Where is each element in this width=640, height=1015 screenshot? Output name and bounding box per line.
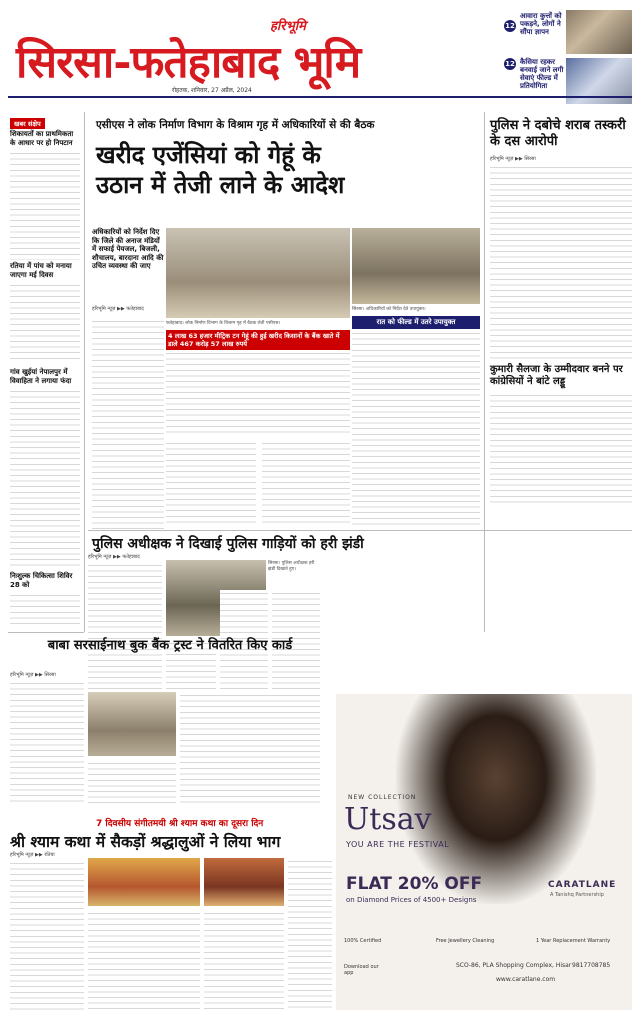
brief-2-headline: रतिया में पांच को मनाया जाएगा मई दिवस (10, 262, 72, 279)
shyam-body-4 (288, 858, 332, 1010)
shyam-byline: हरिभूमि न्यूज़ ▶▶ रतिया (10, 852, 55, 858)
lead-headline-2: उठान में तेजी लाने के आदेश (96, 170, 345, 199)
lead-photo (166, 228, 350, 318)
shyam-body-2 (88, 910, 200, 1010)
lead-kicker: एसीएस ने लोक निर्माण विभाग के विश्राम गृह में अधिकारियों से की बैठक (96, 119, 375, 131)
column-divider-right (484, 112, 485, 632)
column-divider-left (84, 112, 85, 632)
brief-3-headline: गांव खुईयां नेपालपुर में विवाहिता ने लगाया फंदा (10, 368, 72, 385)
lead-photo-2 (352, 228, 480, 304)
bank-body-1 (10, 680, 84, 804)
second-story-label: रात को फील्ड में उतरे उपायुक्त (352, 316, 480, 329)
brief-3-body (10, 388, 80, 568)
ad-offer-sub: on Diamond Prices of 4500+ Designs (346, 896, 477, 904)
bank-body-3 (88, 760, 176, 804)
shyam-body-3 (204, 910, 284, 1010)
lead-body-3 (166, 440, 256, 526)
ad-model-image (396, 694, 596, 904)
second-photo-caption: सिरसा। अधिकारियों को निर्देश देते उपायुक्त। (352, 307, 426, 312)
ad-phone[interactable]: 9817708785 (572, 962, 611, 969)
ad-badge-2: Free Jewellery Cleaning (436, 938, 495, 944)
ad-download[interactable]: Download our app (344, 964, 379, 976)
section-label: खबर संक्षेप (10, 118, 45, 129)
ad-tagline: YOU ARE THE FESTIVAL (346, 840, 450, 849)
right-headline: पुलिस ने दबोचे शराब तस्करी के दस आरोपी (490, 118, 626, 149)
shyam-body-1 (10, 860, 84, 1010)
ad-logo: CARATLANE (548, 880, 617, 890)
ad-panel[interactable] (336, 694, 632, 1010)
ad-offer: FLAT 20% OFF (346, 874, 483, 894)
lead-byline: हरिभूमि न्यूज़ ▶▶ फतेहाबाद (92, 306, 144, 312)
right-body (490, 164, 632, 360)
shyam-photo-1 (88, 858, 200, 906)
masthead-divider (8, 96, 632, 98)
brief-1-body (10, 150, 80, 260)
brief-4-headline: निःशुल्क चिकित्सा शिविर 28 को (10, 572, 73, 589)
teaser-1-image (566, 10, 632, 54)
brief-1-headline: शिकायतों का प्राथमिकता के आधार पर हो निपटान (10, 130, 74, 147)
page-title: सिरसा-फतेहाबाद भूमि (16, 37, 361, 88)
ad-badge-3: 1 Year Replacement Warranty (536, 938, 611, 944)
lead-body-1 (92, 318, 164, 530)
bank-byline: हरिभूमि न्यूज़ ▶▶ सिरसा (10, 672, 56, 678)
dateline: रोहतक, शनिवार, 27 अप्रैल, 2024 (172, 87, 252, 94)
lead-deck: अधिकारियों को निर्देश दिए कि जिले की अनाज मंडियों में सफाई पेयजल, बिजली, शौचालय, बारदाना आदि की उचित व्यवस्था की जाए (92, 228, 164, 270)
ad-address: SCO-86, PLA Shopping Complex, Hisar (456, 962, 572, 969)
lead-stats-box: 4 लाख 63 हजार मीट्रिक टन गेहूं की हुई खरीद किसानों के बैंक खाते में डाले 467 करोड़ 57 लाख रुपये (166, 330, 350, 350)
masthead (8, 8, 492, 88)
shyam-kicker: 7 दिवसीय संगीतमयी श्री श्याम कथा का दूसरा दिन (96, 819, 264, 829)
brand-logo: हरिभूमि (270, 19, 306, 34)
second-story-body (352, 330, 480, 526)
ad-collection: NEW COLLECTION (348, 794, 417, 801)
police-byline: हरिभूमि न्यूज़ ▶▶ फतेहाबाद (88, 554, 140, 560)
ad-logo-sub: A Tanishq Partnership (550, 892, 604, 898)
lead-headline-1: खरीद एजेंसियां को गेहूं के (96, 140, 321, 169)
bank-divider (8, 632, 84, 633)
ad-website[interactable]: www.caratlane.com (496, 976, 556, 983)
lead-photo-caption: फतेहाबाद। लोक निर्माण विभाग के विश्राम गृह में बैठक लेती एसीएस। (166, 321, 281, 326)
bank-headline: बाबा सरसाईनाथ बुक बैंक ट्रस्ट ने वितरित किए कार्ड (47, 638, 293, 653)
police-photo-caption: सिरसा। पुलिस अधीक्षक हरी झंडी दिखाते हुए। (268, 561, 315, 572)
brief-2-body (10, 282, 80, 362)
ad-brand: Utsav (344, 802, 432, 837)
police-headline: पुलिस अधीक्षक ने दिखाई पुलिस गाड़ियों को हरी झंडी (92, 536, 364, 552)
right-byline: हरिभूमि न्यूज़ ▶▶ सिरसा (490, 156, 536, 162)
bank-photo (88, 692, 176, 756)
lead-body-2 (166, 350, 350, 436)
shyam-photo-2 (204, 858, 284, 906)
brief-4-body (10, 592, 80, 628)
ad-badge-1: 100% Certified (344, 938, 382, 944)
congress-body (490, 392, 632, 504)
section-divider (88, 530, 632, 531)
bank-body-2 (180, 692, 320, 804)
lead-body-4 (262, 440, 350, 526)
shyam-headline: श्री श्याम कथा में सैकड़ों श्रद्धालुओं ने लिया भाग (10, 832, 281, 851)
congress-headline: कुमारी सैलजा के उम्मीदवार बनने पर कांग्रेसियों ने बांटे लड्डू (490, 364, 623, 387)
